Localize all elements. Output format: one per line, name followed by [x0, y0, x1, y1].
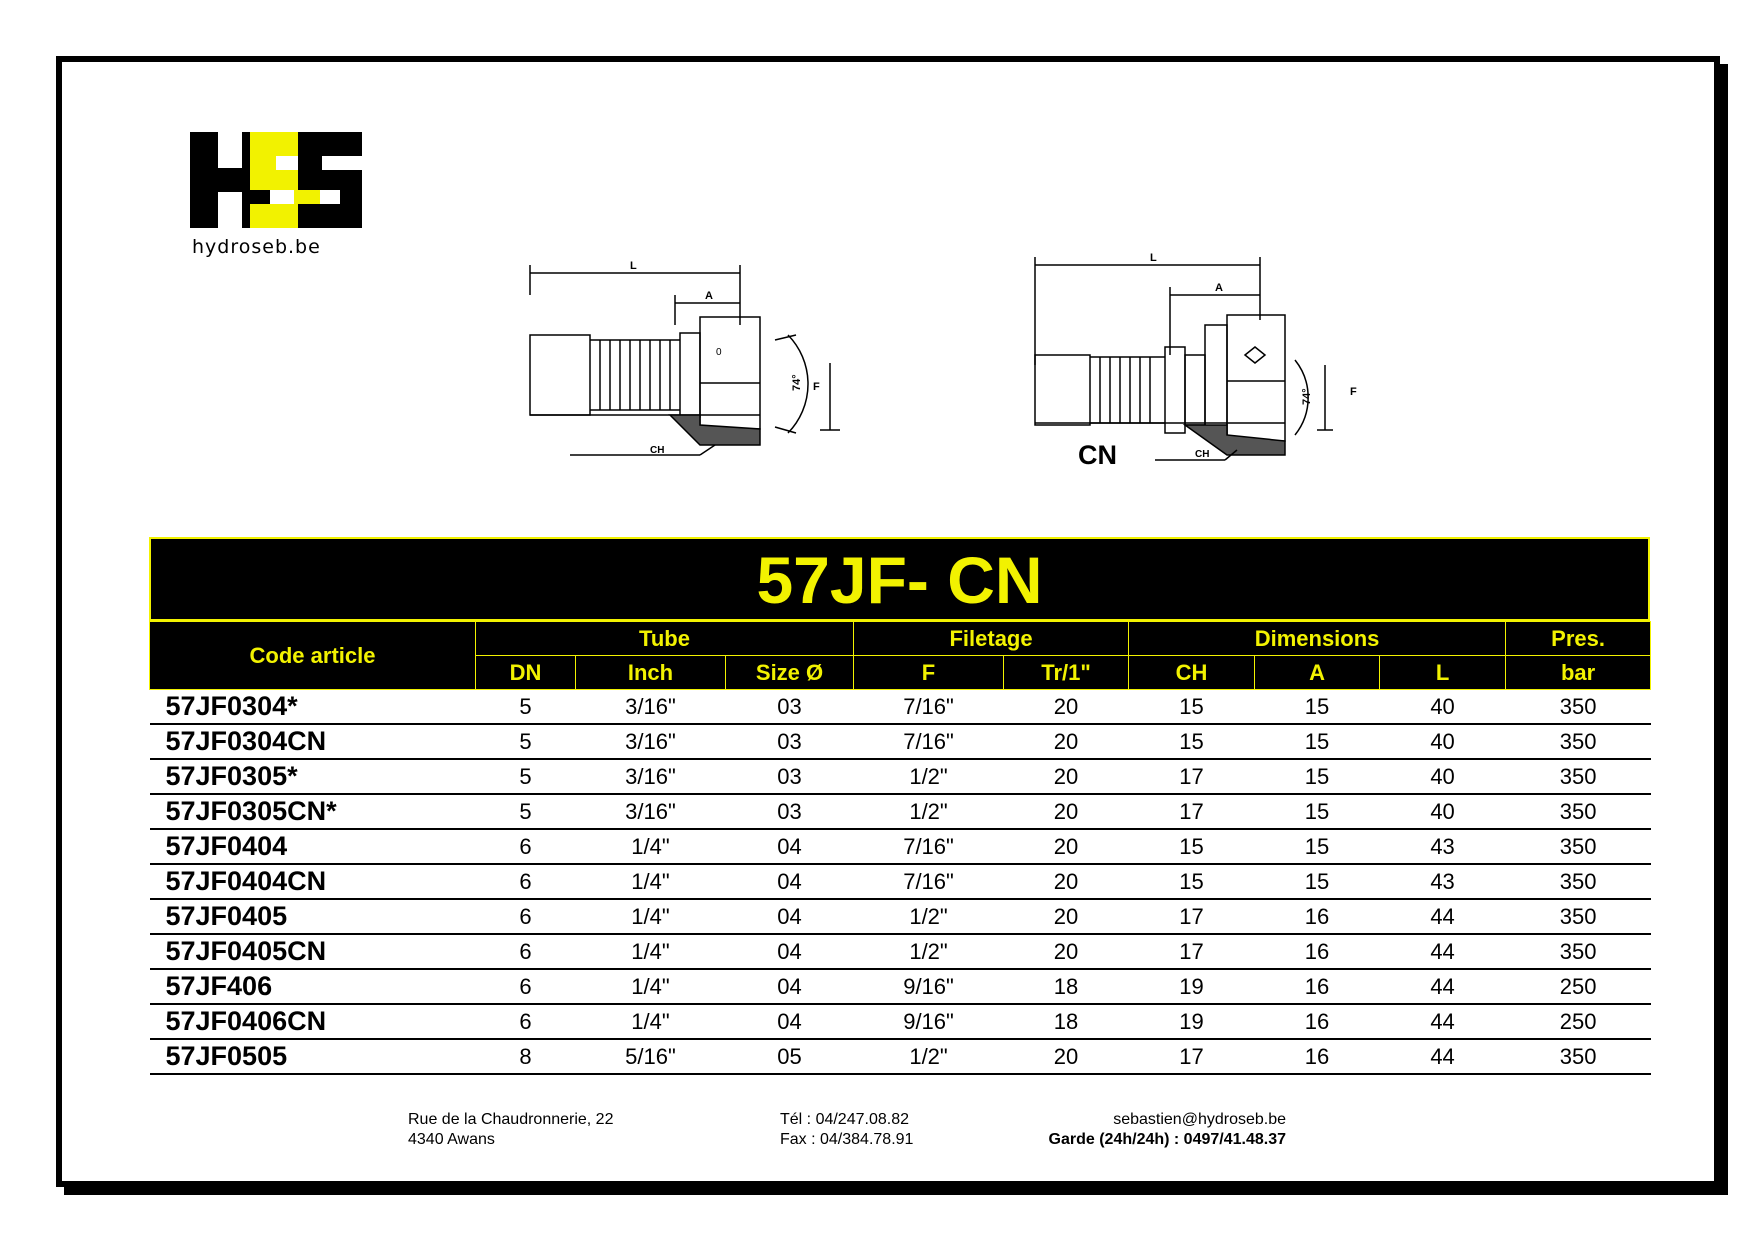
cell-code-article: 57JF0404 — [150, 829, 476, 864]
footer-tel: Tél : 04/247.08.82 — [780, 1111, 909, 1128]
table-cell: 16 — [1255, 899, 1380, 934]
table-cell: 04 — [726, 829, 854, 864]
cell-code-article: 57JF0405 — [150, 899, 476, 934]
table-cell: 04 — [726, 899, 854, 934]
header-group-filetage: Filetage — [854, 622, 1129, 656]
table-cell: 19 — [1129, 969, 1255, 1004]
table-cell: 20 — [1004, 864, 1129, 899]
table-cell: 40 — [1380, 724, 1506, 759]
footer-email: sebastien@hydroseb.be — [1113, 1111, 1286, 1128]
table-cell: 350 — [1506, 1039, 1651, 1074]
table-cell: 5 — [476, 759, 576, 794]
cell-code-article: 57JF0406CN — [150, 1004, 476, 1039]
header-l: L — [1380, 656, 1506, 690]
header-group-tube: Tube — [476, 622, 854, 656]
cell-code-article: 57JF0305CN* — [150, 794, 476, 829]
table-cell: 16 — [1255, 1004, 1380, 1039]
table-cell: 350 — [1506, 794, 1651, 829]
fitting-drawing-standard — [520, 255, 850, 470]
footer-street: Rue de la Chaudronnerie, 22 — [408, 1111, 614, 1128]
table-cell: 17 — [1129, 899, 1255, 934]
table-cell: 15 — [1255, 690, 1380, 725]
table-cell: 6 — [476, 934, 576, 969]
table-row — [150, 724, 1651, 759]
spec-table — [149, 621, 1651, 1075]
table-cell: 20 — [1004, 724, 1129, 759]
table-cell: 44 — [1380, 1004, 1506, 1039]
footer-address — [408, 1110, 613, 1150]
table-row — [150, 864, 1651, 899]
header-tr: Tr/1" — [1004, 656, 1129, 690]
table-cell: 1/2" — [854, 899, 1004, 934]
table-cell: 16 — [1255, 969, 1380, 1004]
table-cell: 3/16" — [576, 690, 726, 725]
table-cell: 7/16" — [854, 690, 1004, 725]
logo-domain: hydroseb.be — [192, 236, 321, 258]
footer-city: 4340 Awans — [408, 1131, 495, 1148]
table-cell: 3/16" — [576, 794, 726, 829]
header-f: F — [854, 656, 1004, 690]
header-a: A — [1255, 656, 1380, 690]
dim-label-ch-cn: CH — [1195, 449, 1210, 460]
table-cell: 15 — [1129, 690, 1255, 725]
table-cell: 03 — [726, 690, 854, 725]
table-cell: 1/4" — [576, 969, 726, 1004]
table-cell: 250 — [1506, 1004, 1651, 1039]
table-cell: 350 — [1506, 724, 1651, 759]
table-cell: 1/4" — [576, 899, 726, 934]
product-title: 57JF- CN — [149, 537, 1650, 621]
table-cell: 05 — [726, 1039, 854, 1074]
footer-phone — [780, 1110, 913, 1150]
footer-garde: Garde (24h/24h) : 0497/41.48.37 — [1048, 1131, 1286, 1148]
table-cell: 15 — [1255, 759, 1380, 794]
dim-label-f: F — [813, 381, 820, 393]
table-cell: 9/16" — [854, 969, 1004, 1004]
header-dn: DN — [476, 656, 576, 690]
table-cell: 1/4" — [576, 864, 726, 899]
table-row — [150, 794, 1651, 829]
table-cell: 7/16" — [854, 864, 1004, 899]
table-cell: 1/4" — [576, 829, 726, 864]
table-cell: 44 — [1380, 1039, 1506, 1074]
table-cell: 15 — [1129, 864, 1255, 899]
table-cell: 17 — [1129, 794, 1255, 829]
table-cell: 20 — [1004, 794, 1129, 829]
table-cell: 1/2" — [854, 794, 1004, 829]
table-cell: 15 — [1255, 724, 1380, 759]
table-cell: 6 — [476, 899, 576, 934]
dim-label-ch: CH — [650, 445, 665, 456]
table-cell: 9/16" — [854, 1004, 1004, 1039]
table-cell: 04 — [726, 864, 854, 899]
table-cell: 7/16" — [854, 829, 1004, 864]
cell-code-article: 57JF0305* — [150, 759, 476, 794]
table-cell: 350 — [1506, 759, 1651, 794]
table-cell: 350 — [1506, 829, 1651, 864]
table-cell: 1/4" — [576, 934, 726, 969]
table-row — [150, 759, 1651, 794]
table-cell: 5 — [476, 690, 576, 725]
table-cell: 5 — [476, 794, 576, 829]
header-group-row — [150, 622, 1651, 656]
table-cell: 6 — [476, 1004, 576, 1039]
table-cell: 6 — [476, 969, 576, 1004]
table-cell: 6 — [476, 829, 576, 864]
cell-code-article: 57JF0304* — [150, 690, 476, 725]
cell-code-article: 57JF406 — [150, 969, 476, 1004]
dim-label-l: L — [630, 260, 637, 272]
header-inch: Inch — [576, 656, 726, 690]
table-cell: 20 — [1004, 934, 1129, 969]
table-row — [150, 690, 1651, 725]
table-cell: 16 — [1255, 934, 1380, 969]
cell-code-article: 57JF0304CN — [150, 724, 476, 759]
table-cell: 5/16" — [576, 1039, 726, 1074]
table-cell: 250 — [1506, 969, 1651, 1004]
table-cell: 1/4" — [576, 1004, 726, 1039]
header-group-dimensions: Dimensions — [1129, 622, 1506, 656]
header-code-article: Code article — [150, 622, 476, 690]
table-cell: 3/16" — [576, 759, 726, 794]
table-cell: 16 — [1255, 1039, 1380, 1074]
table-cell: 20 — [1004, 690, 1129, 725]
table-cell: 7/16" — [854, 724, 1004, 759]
header-size: Size Ø — [726, 656, 854, 690]
table-cell: 17 — [1129, 759, 1255, 794]
table-cell: 40 — [1380, 690, 1506, 725]
table-cell: 8 — [476, 1039, 576, 1074]
table-cell: 44 — [1380, 969, 1506, 1004]
table-cell: 04 — [726, 1004, 854, 1039]
table-row — [150, 1004, 1651, 1039]
table-cell: 43 — [1380, 829, 1506, 864]
table-row — [150, 1039, 1651, 1074]
table-row — [150, 899, 1651, 934]
table-cell: 40 — [1380, 794, 1506, 829]
fitting-drawing-cn — [1025, 245, 1365, 470]
cell-code-article: 57JF0404CN — [150, 864, 476, 899]
footer-contact — [1049, 1110, 1286, 1150]
table-cell: 17 — [1129, 934, 1255, 969]
table-row — [150, 969, 1651, 1004]
table-cell: 350 — [1506, 934, 1651, 969]
table-cell: 20 — [1004, 899, 1129, 934]
table-cell: 6 — [476, 864, 576, 899]
cell-code-article: 57JF0405CN — [150, 934, 476, 969]
table-cell: 03 — [726, 794, 854, 829]
dim-label-l-cn: L — [1150, 252, 1157, 264]
table-cell: 04 — [726, 969, 854, 1004]
table-cell: 20 — [1004, 1039, 1129, 1074]
table-cell: 15 — [1129, 829, 1255, 864]
nut-mark: 0 — [716, 347, 722, 358]
table-cell: 44 — [1380, 899, 1506, 934]
angle-label-cn: 74° — [1301, 388, 1313, 405]
table-cell: 1/2" — [854, 1039, 1004, 1074]
header-bar: bar — [1506, 656, 1651, 690]
table-cell: 3/16" — [576, 724, 726, 759]
table-cell: 17 — [1129, 1039, 1255, 1074]
table-row — [150, 829, 1651, 864]
table-cell: 19 — [1129, 1004, 1255, 1039]
header-group-pres: Pres. — [1506, 622, 1651, 656]
table-cell: 15 — [1255, 864, 1380, 899]
header-ch: CH — [1129, 656, 1255, 690]
table-cell: 43 — [1380, 864, 1506, 899]
dim-label-f-cn: F — [1350, 386, 1357, 398]
table-cell: 350 — [1506, 899, 1651, 934]
table-cell: 18 — [1004, 1004, 1129, 1039]
table-cell: 350 — [1506, 864, 1651, 899]
footer-fax: Fax : 04/384.78.91 — [780, 1131, 914, 1148]
table-cell: 1/2" — [854, 934, 1004, 969]
table-cell: 15 — [1255, 794, 1380, 829]
table-cell: 44 — [1380, 934, 1506, 969]
table-row — [150, 934, 1651, 969]
table-cell: 18 — [1004, 969, 1129, 1004]
angle-label: 74° — [791, 374, 803, 391]
table-cell: 1/2" — [854, 759, 1004, 794]
table-cell: 15 — [1129, 724, 1255, 759]
dim-label-a-cn: A — [1215, 282, 1223, 294]
table-cell: 03 — [726, 759, 854, 794]
table-cell: 04 — [726, 934, 854, 969]
cell-code-article: 57JF0505 — [150, 1039, 476, 1074]
table-cell: 15 — [1255, 829, 1380, 864]
table-cell: 03 — [726, 724, 854, 759]
table-cell: 350 — [1506, 690, 1651, 725]
table-cell: 20 — [1004, 759, 1129, 794]
variant-label-cn: CN — [1078, 440, 1117, 470]
dim-label-a: A — [705, 290, 713, 302]
table-cell: 40 — [1380, 759, 1506, 794]
table-cell: 20 — [1004, 829, 1129, 864]
table-cell: 5 — [476, 724, 576, 759]
